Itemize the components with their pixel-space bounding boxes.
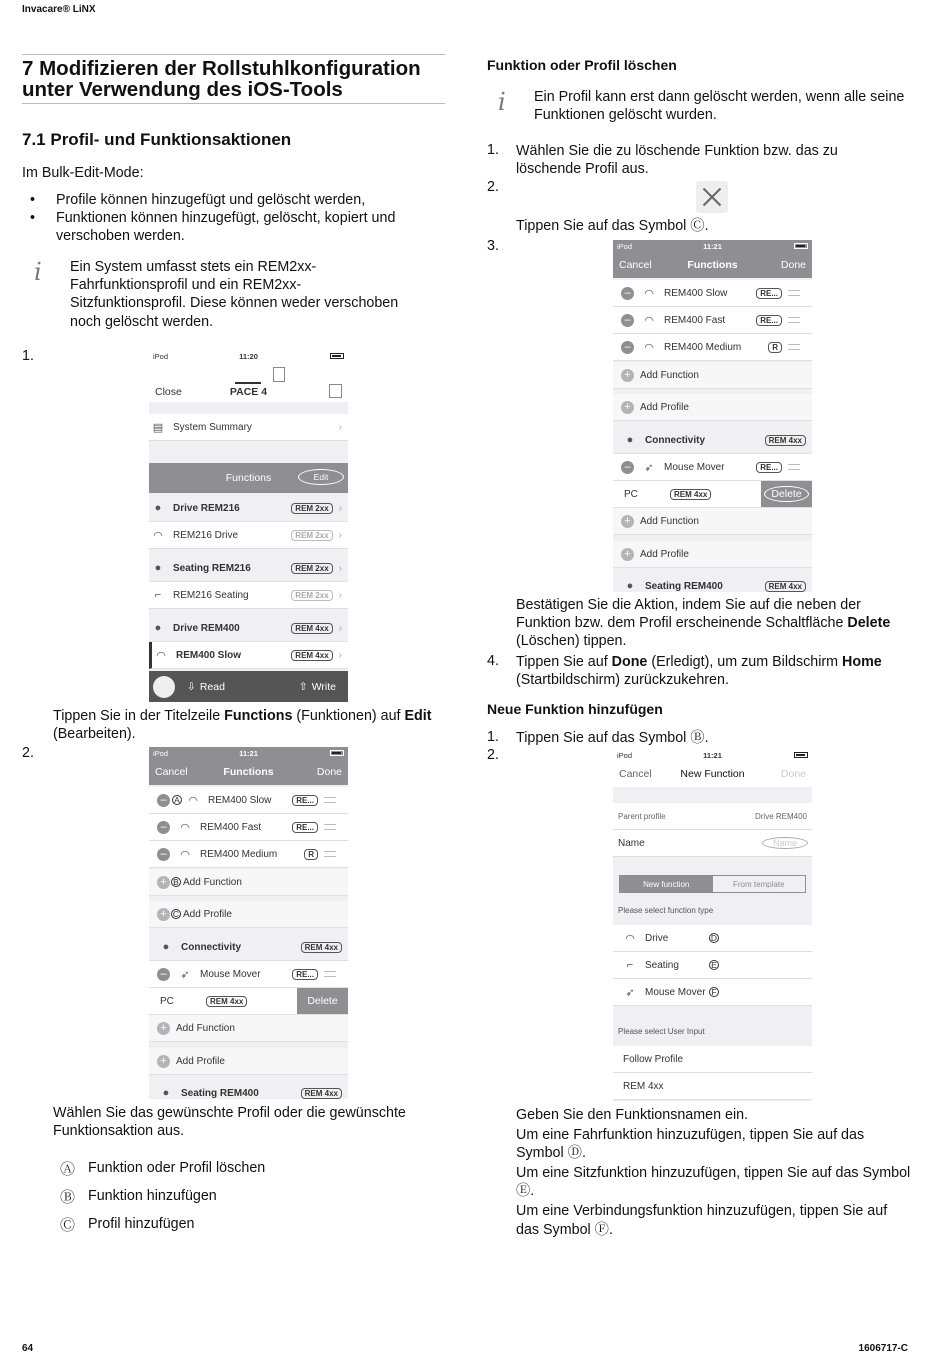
row-label: System Summary: [173, 421, 252, 433]
marker-c: C: [172, 909, 180, 919]
add-circle-icon[interactable]: +: [621, 548, 634, 561]
list-item[interactable]: [149, 495, 348, 522]
nav-bar: [613, 252, 812, 278]
row-label: Drive REM400: [173, 622, 240, 634]
list-item[interactable]: [613, 454, 812, 481]
row-label: PC: [160, 995, 174, 1007]
chevron-right-icon: ›: [338, 589, 342, 601]
legend-symbol: Ⓒ: [60, 1216, 76, 1234]
row-label: Add Function: [176, 1022, 235, 1034]
delete-section-title: Funktion oder Profil löschen: [487, 57, 677, 73]
row-label: Drive: [645, 932, 669, 944]
write-button[interactable]: Write: [311, 681, 336, 693]
badge: REM 2xx: [291, 590, 332, 601]
step-text: Tippen Sie auf das Symbol Ⓑ.: [516, 730, 709, 746]
input-row[interactable]: [613, 1046, 812, 1073]
bullet-item: • Profile können hinzugefügt und gelöscht werden,: [30, 192, 366, 208]
row-label: Add Profile: [640, 401, 689, 413]
marker-a: A: [172, 795, 182, 805]
badge: R: [768, 342, 782, 353]
status-bar: [149, 350, 348, 362]
write-icon: ⇧: [298, 681, 308, 693]
delete-circle-icon[interactable]: –: [157, 968, 170, 981]
delete-circle-icon[interactable]: –: [621, 461, 634, 474]
name-input[interactable]: Name: [762, 837, 808, 849]
input-row[interactable]: [613, 1073, 812, 1100]
row-label: Add Profile: [176, 1055, 225, 1067]
badge: REM 4xx: [765, 435, 806, 446]
chevron-right-icon: ›: [338, 649, 342, 661]
row-label: Connectivity: [645, 434, 706, 446]
row-label: Add Function: [183, 876, 242, 888]
row-label: REM400 Medium: [664, 341, 742, 353]
list-item[interactable]: [613, 427, 812, 454]
delete-button[interactable]: Delete: [297, 988, 348, 1014]
list-item[interactable]: [149, 522, 348, 549]
row-label: Parent profile: [618, 811, 666, 821]
row-label: Mouse Mover: [200, 968, 261, 980]
functions-bar: [149, 463, 348, 493]
page-number: 64: [22, 1343, 34, 1354]
chevron-right-icon: ›: [338, 562, 342, 574]
marker-f: F: [709, 987, 719, 997]
step-text: [516, 653, 916, 689]
note-text: Ein System umfasst stets ein REM2xx-Fahrfunktionsprofil und ein REM2xx-Sitzfunktionsprofil. Diese können weder verschoben noch gelöscht werden.: [70, 259, 399, 330]
row-label: REM216 Drive: [173, 529, 239, 541]
text-bold: Home: [842, 654, 882, 670]
add-profile-row[interactable]: [149, 901, 348, 928]
drag-handle-icon[interactable]: [324, 971, 336, 977]
legend-item: [60, 1210, 440, 1238]
step-number: 3.: [487, 238, 499, 254]
segmented-control: [619, 875, 806, 893]
delete-label: Delete: [764, 486, 808, 502]
step-text: Tippen Sie auf das Symbol Ⓒ.: [516, 218, 709, 234]
drag-handle-icon[interactable]: [324, 851, 336, 857]
marker-e: E: [709, 960, 719, 970]
add-circle-icon[interactable]: +: [157, 908, 170, 921]
badge: REM 4xx: [765, 581, 806, 592]
delete-circle-icon[interactable]: –: [621, 287, 634, 300]
speedometer-icon: ◠: [644, 287, 654, 300]
user-input-header: Please select User Input: [618, 1027, 705, 1036]
drag-handle-icon[interactable]: [788, 464, 800, 470]
cancel-button[interactable]: Cancel: [619, 768, 652, 780]
document-tab-icon[interactable]: [273, 367, 285, 382]
instruction-line: Geben Sie den Funktionsnamen ein.: [516, 1107, 749, 1123]
row-label: Name: [618, 837, 645, 849]
add-circle-icon[interactable]: +: [157, 1022, 170, 1035]
phone-screenshot-home: [149, 350, 348, 702]
step-number: 2.: [22, 745, 34, 761]
status-time: 11:21: [703, 241, 722, 251]
drag-handle-icon[interactable]: [324, 824, 336, 830]
device-label: iPod: [153, 748, 169, 758]
badge: RE...: [756, 462, 782, 473]
step-text: [516, 596, 912, 651]
list-item[interactable]: [613, 573, 812, 592]
list-item[interactable]: [149, 555, 348, 582]
text-bold: Delete: [847, 615, 891, 632]
done-button[interactable]: Done: [780, 768, 806, 780]
row-label: Drive REM216: [173, 502, 240, 514]
badge: RE...: [292, 795, 318, 806]
text: (Funktionen) auf: [292, 708, 405, 724]
document-number: 1606717-C: [858, 1343, 908, 1354]
drag-handle-icon[interactable]: [788, 290, 800, 296]
battery-icon: [330, 353, 344, 359]
done-button[interactable]: Done: [316, 766, 342, 778]
profile-icon: ●: [162, 1087, 170, 1099]
section-title: 7.1 Profil- und Funktionsaktionen: [22, 130, 292, 149]
list-item[interactable]: [613, 481, 812, 508]
profile-icon: ●: [154, 622, 162, 634]
row-label: Seating: [645, 959, 679, 971]
status-time: 11:21: [703, 750, 722, 760]
nav-bar: [613, 761, 812, 787]
name-row[interactable]: [613, 830, 812, 857]
add-profile-row[interactable]: [613, 541, 812, 568]
instruction-line: Um eine Sitzfunktion hinzuzufügen, tippen Sie auf das Symbol Ⓔ.: [516, 1164, 911, 1200]
new-section-title: Neue Funktion hinzufügen: [487, 701, 663, 717]
status-bar: [149, 747, 348, 759]
parent-profile-row: [613, 803, 812, 830]
add-function-row[interactable]: [149, 1015, 348, 1042]
list-item[interactable]: [613, 307, 812, 334]
list-item[interactable]: [149, 814, 348, 841]
text: (Startbildschirm) zurückzukehren.: [516, 672, 729, 689]
edit-button[interactable]: Edit: [298, 469, 344, 485]
type-mouse-mover-row[interactable]: [613, 979, 812, 1006]
status-time: 11:20: [239, 351, 258, 361]
seat-icon: ⌐: [154, 589, 162, 601]
status-bar: [613, 240, 812, 252]
cursor-icon: ➶: [625, 986, 635, 999]
document-icon: ▤: [152, 421, 164, 434]
row-label: REM 4xx: [623, 1080, 664, 1092]
drag-handle-icon[interactable]: [788, 344, 800, 350]
close-button[interactable]: Close: [155, 386, 182, 398]
row-label: REM400 Medium: [200, 848, 278, 860]
instruction-line: Um eine Verbindungsfunktion hinzuzufügen, tippen Sie auf das Symbol Ⓕ.: [516, 1202, 888, 1238]
step-number: 1.: [487, 729, 499, 745]
step-number: 1.: [487, 142, 499, 158]
row-label: Seating REM400: [181, 1087, 259, 1099]
legend-item: [60, 1182, 440, 1210]
row-label: Seating REM400: [645, 580, 723, 592]
badge: REM 4xx: [670, 489, 711, 500]
add-circle-icon[interactable]: +: [157, 1055, 170, 1068]
list-item[interactable]: [149, 642, 348, 669]
battery-icon: [794, 243, 808, 249]
text-bold: Done: [611, 654, 648, 670]
info-icon: i: [498, 88, 506, 116]
text: (Bearbeiten).: [53, 726, 136, 743]
chapter-rule-top: [22, 54, 445, 55]
delete-button[interactable]: [761, 481, 812, 507]
cursor-icon: ➶: [644, 461, 654, 474]
add-function-row[interactable]: [613, 508, 812, 535]
speedometer-icon: ◠: [644, 314, 654, 327]
step2-text: Wählen Sie das gewünschte Profil oder die gewünschte Funktionsaktion aus.: [53, 1105, 406, 1140]
phone-screenshot-new-function: [613, 749, 812, 1101]
badge: RE...: [756, 288, 782, 299]
row-label: REM400 Slow: [176, 649, 242, 661]
legend-text: Profil hinzufügen: [88, 1215, 195, 1232]
speedometer-icon: ◠: [156, 649, 166, 662]
nav-title: New Function: [680, 768, 745, 780]
type-seating-row[interactable]: [613, 952, 812, 979]
delete-circle-icon[interactable]: –: [621, 341, 634, 354]
drag-handle-icon[interactable]: [324, 797, 336, 803]
legend-symbol: Ⓐ: [60, 1160, 76, 1178]
step-number: 4.: [487, 653, 499, 669]
profile-icon: ●: [626, 580, 634, 592]
step-text: Wählen Sie die zu löschende Funktion bzw. das zu löschende Profil aus.: [516, 143, 838, 178]
delete-circle-icon[interactable]: –: [157, 794, 170, 807]
cancel-button[interactable]: Cancel: [155, 766, 188, 778]
marker-b: B: [171, 877, 181, 887]
device-label: iPod: [153, 351, 169, 361]
nav-title: Functions: [687, 259, 738, 271]
add-circle-icon[interactable]: +: [157, 876, 170, 889]
chapter-rule-bottom: [22, 103, 445, 104]
system-summary-row[interactable]: [149, 414, 348, 441]
list-item[interactable]: [149, 841, 348, 868]
list-item[interactable]: [149, 1080, 348, 1099]
badge: REM 4xx: [301, 1088, 342, 1099]
badge: REM 4xx: [206, 996, 247, 1007]
chevron-right-icon: ›: [338, 529, 342, 541]
list-item[interactable]: [149, 961, 348, 988]
segment-from-template[interactable]: From template: [732, 879, 785, 889]
badge: RE...: [292, 969, 318, 980]
row-label: REM216 Seating: [173, 589, 249, 601]
step1-text: [53, 707, 443, 743]
row-label: REM400 Fast: [664, 314, 726, 326]
step-number: 1.: [22, 348, 34, 364]
segment-new-function[interactable]: New function: [620, 876, 713, 892]
speedometer-icon: ◠: [644, 341, 654, 354]
row-label: Add Function: [640, 515, 699, 527]
list-item[interactable]: [149, 787, 348, 814]
chevron-right-icon: ›: [338, 421, 342, 433]
list-item[interactable]: [149, 582, 348, 609]
legend-text: Funktion oder Profil löschen: [88, 1159, 266, 1176]
badge: REM 4xx: [301, 942, 342, 953]
text: (Löschen) tippen.: [516, 633, 627, 650]
bottom-toolbar: [149, 671, 348, 702]
text: (Erledigt), um zum Bildschirm: [647, 654, 843, 670]
bullet-item: • Funktionen können hinzugefügt, gelöscht, kopiert und verschoben werden.: [30, 210, 396, 245]
bullet-text: Funktionen können hinzugefügt, gelöscht, kopiert und verschoben werden.: [56, 210, 396, 245]
row-label: Seating REM216: [173, 562, 251, 574]
battery-icon: [794, 752, 808, 758]
badge: REM 2xx: [291, 530, 332, 541]
row-label: Follow Profile: [623, 1053, 684, 1065]
row-label: Mouse Mover: [645, 986, 706, 998]
phone-screenshot-functions-edit: [149, 747, 348, 1099]
step-number: 2.: [487, 179, 499, 195]
intro-text: Im Bulk-Edit-Mode:: [22, 165, 144, 181]
profile-icon: ●: [154, 562, 162, 574]
text: Tippen Sie in der Titelzeile: [53, 708, 225, 724]
row-label: REM400 Slow: [664, 287, 728, 299]
text: Bestätigen Sie die Aktion, indem Sie auf die neben der Funktion bzw. dem Profil erscheinende Schaltfläche: [516, 597, 861, 632]
add-function-row[interactable]: [149, 869, 348, 896]
add-circle-icon[interactable]: +: [621, 369, 634, 382]
legend-item: [60, 1154, 440, 1182]
nav-title: Functions: [223, 766, 274, 778]
profile-icon: ●: [154, 502, 162, 514]
battery-icon: [330, 750, 344, 756]
row-label: PC: [624, 488, 638, 500]
badge: R: [304, 849, 318, 860]
new-function-instructions: [516, 1106, 912, 1239]
status-time: 11:21: [239, 748, 258, 758]
nav-title: PACE 4: [229, 386, 268, 398]
speedometer-icon: ◠: [188, 794, 198, 807]
device-label: iPod: [617, 241, 633, 251]
add-circle-icon[interactable]: +: [621, 401, 634, 414]
legend-symbol: Ⓑ: [60, 1188, 76, 1206]
row-label: Add Profile: [640, 548, 689, 560]
info-icon: i: [34, 258, 42, 286]
close-x-icon: [696, 181, 728, 213]
read-button[interactable]: Read: [199, 681, 225, 693]
device-label: iPod: [617, 750, 633, 760]
chevron-right-icon: ›: [338, 502, 342, 514]
cursor-icon: ➶: [180, 968, 190, 981]
done-button[interactable]: Done: [780, 259, 806, 271]
marker-d: D: [710, 933, 718, 943]
badge: REM 2xx: [291, 563, 332, 574]
add-profile-row[interactable]: [613, 394, 812, 421]
row-label: Add Profile: [183, 908, 232, 920]
text-bold: Edit: [404, 708, 432, 724]
add-profile-row[interactable]: [149, 1048, 348, 1075]
add-function-row[interactable]: [613, 362, 812, 389]
speedometer-icon: ◠: [625, 932, 635, 945]
profile-icon: ●: [162, 941, 170, 953]
badge: REM 4xx: [291, 650, 332, 661]
bullet-text: Profile können hinzugefügt und gelöscht werden,: [56, 192, 366, 208]
chapter-title: 7 Modifizieren der Rollstuhlkonfiguration unter Verwendung des iOS-Tools: [22, 57, 421, 101]
functions-title: Functions: [225, 472, 272, 484]
legend-text: Funktion hinzufügen: [88, 1187, 217, 1204]
row-label: REM400 Fast: [200, 821, 262, 833]
text-bold: Functions: [224, 708, 293, 724]
list-item[interactable]: [613, 280, 812, 307]
row-label: Add Function: [640, 369, 699, 381]
row-label: REM400 Slow: [208, 794, 272, 806]
badge: RE...: [756, 315, 782, 326]
profile-icon: ●: [626, 434, 634, 446]
chevron-right-icon: ›: [338, 622, 342, 634]
list-item[interactable]: [149, 934, 348, 961]
instruction-line: Um eine Fahrfunktion hinzuzufügen, tippen Sie auf das Symbol Ⓓ.: [516, 1126, 865, 1162]
text: Tippen Sie auf: [516, 654, 612, 670]
step-number: 2.: [487, 747, 499, 763]
status-bar: [613, 749, 812, 761]
bullet-list: [30, 191, 440, 246]
badge: REM 2xx: [291, 503, 332, 514]
function-type-header: Please select function type: [618, 906, 714, 915]
delete-circle-icon[interactable]: –: [621, 314, 634, 327]
read-icon: ⇩: [187, 681, 196, 693]
badge: RE...: [292, 822, 318, 833]
legend-list: [60, 1154, 440, 1238]
row-label: Mouse Mover: [664, 461, 725, 473]
seat-icon: ⌐: [626, 959, 634, 971]
note-text: Ein Profil kann erst dann gelöscht werden, wenn alle seine Funktionen gelöscht wurden.: [534, 89, 905, 124]
type-drive-row[interactable]: [613, 925, 812, 952]
phone-screenshot-functions-delete: [613, 240, 812, 592]
delete-circle-icon[interactable]: –: [157, 848, 170, 861]
row-value: Drive REM400: [754, 811, 807, 821]
speedometer-icon: ◠: [180, 821, 190, 834]
speedometer-icon: ◠: [153, 529, 163, 542]
add-circle-icon[interactable]: +: [621, 515, 634, 528]
nav-bar: [149, 759, 348, 785]
badge: REM 4xx: [291, 623, 332, 634]
wheelchair-tab-icon[interactable]: [235, 366, 261, 384]
delete-circle-icon[interactable]: –: [157, 821, 170, 834]
cancel-button[interactable]: Cancel: [619, 259, 652, 271]
row-label: Connectivity: [181, 941, 242, 953]
list-item[interactable]: [149, 988, 348, 1015]
brand-header: Invacare® LiNX: [22, 4, 96, 15]
drag-handle-icon[interactable]: [788, 317, 800, 323]
speedometer-icon: ◠: [180, 848, 190, 861]
list-item[interactable]: [613, 334, 812, 361]
list-item[interactable]: [149, 615, 348, 642]
home-icon[interactable]: [153, 676, 175, 698]
